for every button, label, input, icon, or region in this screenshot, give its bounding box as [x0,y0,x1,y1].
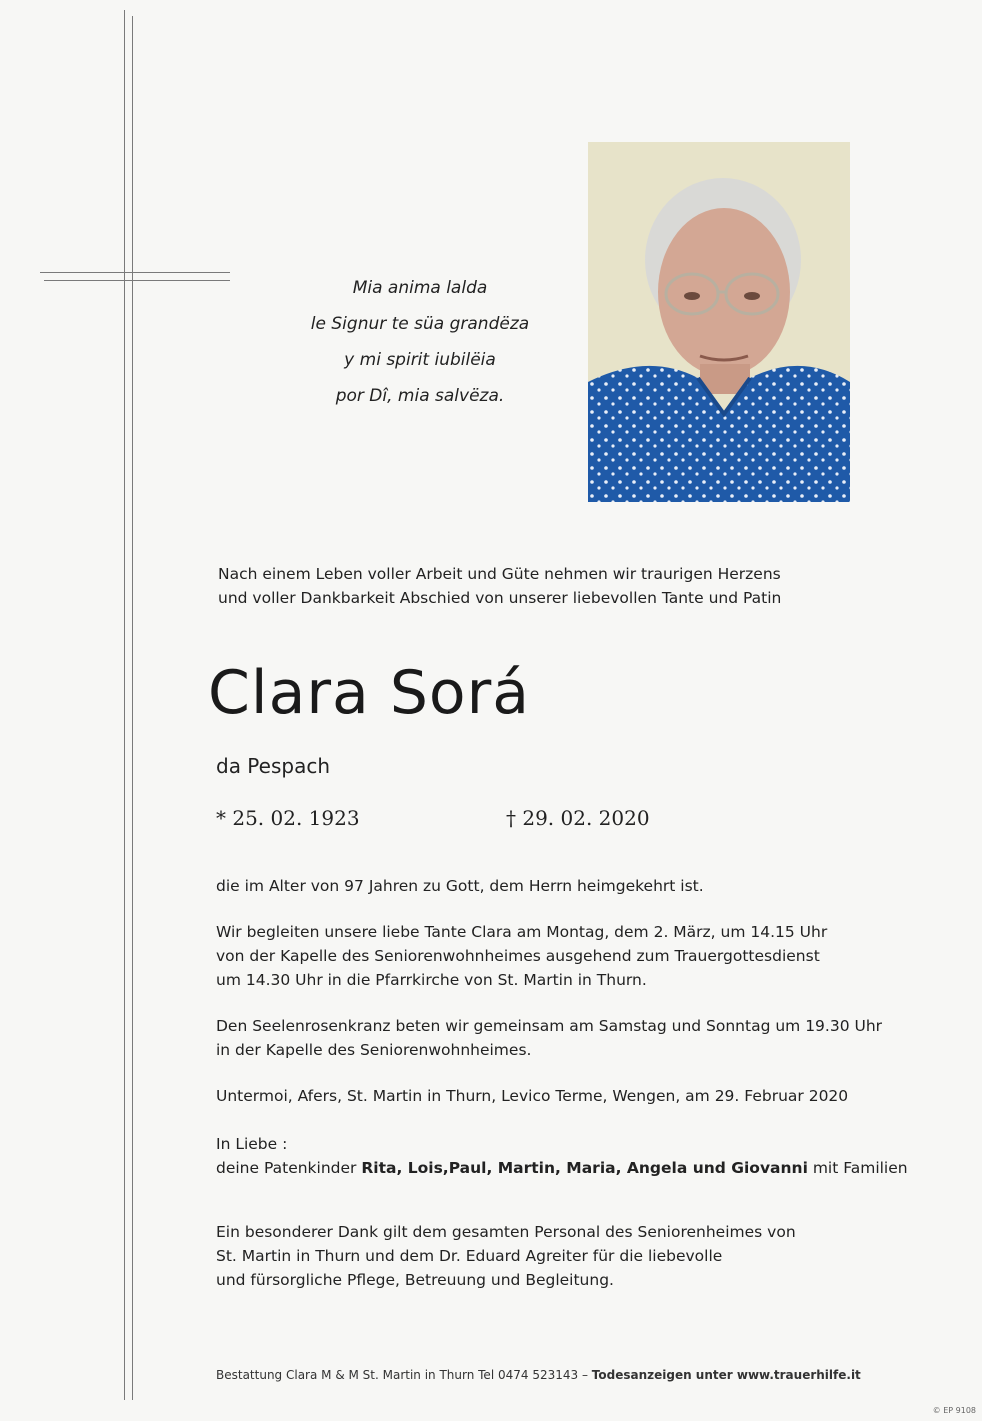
poem-line: y mi spirit iubilëia [344,350,496,370]
mourners-prefix: deine Patenkinder [216,1159,362,1177]
footer [216,1368,861,1382]
poem-line: Mia anima lalda [352,278,488,298]
cross-vertical-line [132,16,133,1400]
text-line: St. Martin in Thurn und dem Dr. Eduard Agreiter für die liebevolle [216,1247,723,1265]
mourners-names: Rita, Lois,Paul, Martin, Maria, Angela und Giovanni [361,1159,808,1177]
cross-horizontal-line [44,280,230,281]
text-line: die im Alter von 97 Jahren zu Gott, dem Herrn heimgekehrt ist. [216,877,704,895]
cross-vertical-line [124,10,125,1400]
intro-line: und voller Dankbarkeit Abschied von unserer liebevollen Tante und Patin [218,589,782,607]
deceased-name: Clara Sorá [208,658,531,728]
mourners-paragraph [216,1132,936,1180]
love-heading: In Liebe : [216,1135,288,1153]
footer-link-text: Todesanzeigen unter www.trauerhilfe.it [591,1368,861,1382]
poem-line: le Signur te süa grandëza [310,314,530,334]
place-date [216,1084,936,1108]
text-line: von der Kapelle des Seniorenwohnheimes ausgehend zum Trauergottesdienst [216,947,820,965]
birth-date: * 25. 02. 1923 [216,806,360,830]
thanks-paragraph [216,1220,936,1292]
age-line [216,874,936,898]
rosary-paragraph [216,1014,936,1062]
text-line: Ein besonderer Dank gilt dem gesamten Personal des Seniorenheimes von [216,1223,796,1241]
text-line: Untermoi, Afers, St. Martin in Thurn, Levico Terme, Wengen, am 29. Februar 2020 [216,1087,849,1105]
origin: da Pespach [216,754,331,778]
poem [270,270,570,414]
intro-line: Nach einem Leben voller Arbeit und Güte nehmen wir traurigen Herzens [218,565,781,583]
cross-horizontal-line [40,272,230,273]
mourners-suffix: mit Familien [807,1159,908,1177]
funeral-paragraph [216,920,936,992]
poem-line: por Dî, mia salvëza. [335,386,505,406]
text-line: Den Seelenrosenkranz beten wir gemeinsam am Samstag und Sonntag um 19.30 Uhr [216,1017,883,1035]
death-date: † 29. 02. 2020 [506,806,650,830]
portrait-illustration [588,142,850,502]
intro-text [218,562,918,610]
footer-text: Bestattung Clara M & M St. Martin in Thurn Tel 0474 523143 – [216,1368,592,1382]
print-code: © EP 9108 [932,1406,976,1415]
text-line: in der Kapelle des Seniorenwohnheimes. [216,1041,532,1059]
portrait-photo [588,142,850,502]
text-line: und fürsorgliche Pflege, Betreuung und Begleitung. [216,1271,614,1289]
mourners-line [216,1156,936,1180]
text-line: um 14.30 Uhr in die Pfarrkirche von St. Martin in Thurn. [216,971,647,989]
text-line: Wir begleiten unsere liebe Tante Clara am Montag, dem 2. März, um 14.15 Uhr [216,923,828,941]
